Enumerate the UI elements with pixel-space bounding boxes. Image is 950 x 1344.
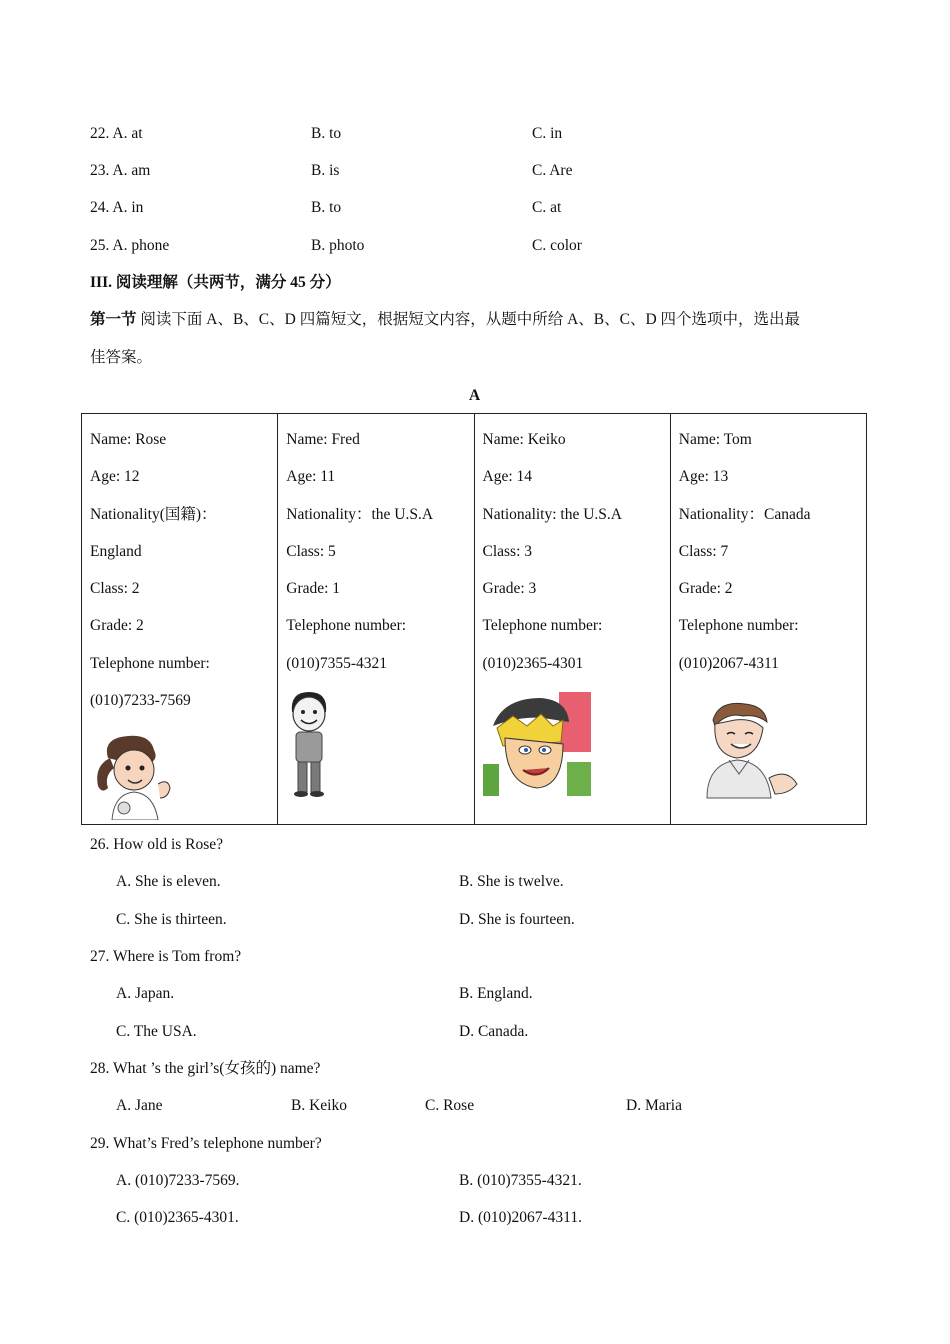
profile-phone: (010)7233-7569 — [90, 692, 191, 709]
profile-grade: Grade: 2 — [90, 617, 144, 634]
q26-option-c: C. She is thirteen. — [116, 911, 227, 928]
q27-option-b: B. England. — [459, 985, 533, 1002]
option-a: 24. A. in — [90, 199, 144, 216]
q28-option-c: C. Rose — [425, 1097, 475, 1114]
profile-card-tom — [671, 414, 866, 824]
instruction-line-2: 佳答案。 — [90, 349, 153, 366]
q29-option-d: D. (010)2067-4311. — [459, 1209, 582, 1226]
option-b: B. is — [311, 162, 340, 179]
profile-phone-label: Telephone number: — [286, 617, 407, 634]
profile-card-keiko — [475, 414, 671, 824]
profile-nationality: Nationality：the U.S.A — [286, 506, 434, 523]
q29-option-c: C. (010)2365-4301. — [116, 1209, 239, 1226]
option-c: C. at — [532, 199, 562, 216]
q27-option-d: D. Canada. — [459, 1023, 529, 1040]
profile-nationality-value: England — [90, 543, 142, 560]
boy-avatar-image — [284, 690, 334, 800]
section-title: III. 阅读理解（共两节，满分 45 分） — [90, 274, 341, 291]
q29-option-b: B. (010)7355-4321. — [459, 1172, 582, 1189]
option-a: 25. A. phone — [90, 237, 170, 254]
girl-avatar-image — [88, 728, 180, 820]
profile-phone-label: Telephone number: — [90, 655, 210, 672]
part-label: 第一节 — [90, 311, 137, 328]
q26-option-d: D. She is fourteen. — [459, 911, 575, 928]
profile-name: Name: Rose — [90, 431, 167, 448]
profile-card-fred — [278, 414, 474, 824]
profile-phone-label: Telephone number: — [678, 617, 799, 634]
profile-name: Name: Tom — [678, 431, 752, 448]
profile-age: Age: 11 — [286, 468, 336, 485]
profile-age: Age: 14 — [482, 468, 533, 485]
profile-name: Name: Fred — [286, 431, 360, 448]
question-27-stem: 27. Where is Tom from? — [90, 948, 242, 965]
option-b: B. photo — [311, 237, 365, 254]
q28-option-d: D. Maria — [626, 1097, 682, 1114]
profile-class: Class: 3 — [482, 543, 533, 560]
question-28-stem: 28. What ’s the girl’s(女孩的) name? — [90, 1060, 321, 1077]
option-c: C. Are — [532, 162, 573, 179]
q27-option-a: A. Japan. — [116, 985, 175, 1002]
passage-letter: A — [469, 387, 481, 404]
option-c: C. in — [532, 125, 563, 142]
profile-class: Class: 7 — [678, 543, 729, 560]
profile-card-rose — [82, 414, 278, 824]
profile-name: Name: Keiko — [482, 431, 566, 448]
profile-age: Age: 13 — [678, 468, 729, 485]
question-26-stem: 26. How old is Rose? — [90, 836, 224, 853]
profile-phone: (010)7355-4321 — [286, 655, 387, 672]
q29-option-a: A. (010)7233-7569. — [116, 1172, 240, 1189]
profile-nationality: Nationality(国籍)： — [90, 506, 217, 523]
instruction-line-1: 阅读下面 A、B、C、D 四篇短文，根据短文内容，从题中所给 A、B、C、D 四个选项中，选出最 — [140, 311, 801, 328]
option-b: B. to — [311, 125, 342, 142]
question-29-stem: 29. What’s Fred’s telephone number? — [90, 1135, 322, 1152]
q26-option-a: A. She is eleven. — [116, 873, 221, 890]
q28-option-a: A. Jane — [116, 1097, 163, 1114]
option-a: 23. A. am — [90, 162, 151, 179]
profile-class: Class: 5 — [286, 543, 336, 560]
section-instruction — [90, 310, 800, 330]
profile-age: Age: 12 — [90, 468, 140, 485]
q26-option-b: B. She is twelve. — [459, 873, 564, 890]
profile-grade: Grade: 1 — [286, 580, 341, 597]
profile-nationality: Nationality：Canada — [678, 506, 811, 523]
q27-option-c: C. The USA. — [116, 1023, 197, 1040]
profile-nationality: Nationality: the U.S.A — [482, 506, 622, 523]
profile-phone: (010)2365-4301 — [482, 655, 584, 672]
option-a: 22. A. at — [90, 125, 143, 142]
profile-class: Class: 2 — [90, 580, 140, 597]
keiko-avatar-image — [483, 692, 591, 796]
option-c: C. color — [532, 237, 582, 254]
profile-phone-label: Telephone number: — [482, 617, 603, 634]
q28-option-b: B. Keiko — [291, 1097, 347, 1114]
profile-phone: (010)2067-4311 — [678, 655, 779, 672]
profile-table — [81, 413, 867, 825]
profile-grade: Grade: 2 — [678, 580, 733, 597]
profile-grade: Grade: 3 — [482, 580, 537, 597]
tom-avatar-image — [693, 698, 803, 800]
option-b: B. to — [311, 199, 342, 216]
